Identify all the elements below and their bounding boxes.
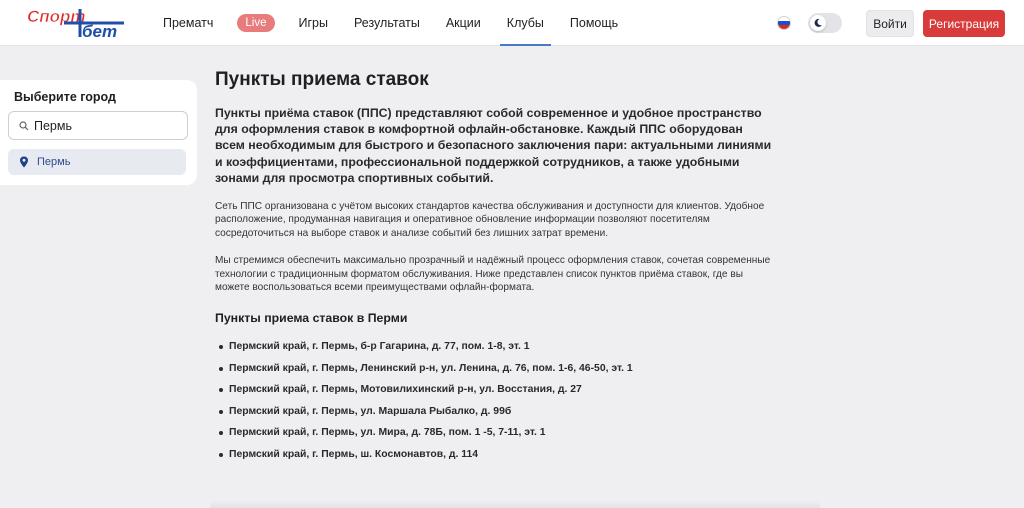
logo-graphic (24, 5, 128, 41)
login-button[interactable]: Войти (866, 10, 914, 37)
register-button[interactable]: Регистрация (923, 10, 1005, 37)
address-item: Пермский край, г. Пермь, ул. Маршала Рыбалко, д. 99б (215, 405, 775, 427)
logo-text-bottom: бет (82, 22, 118, 41)
address-list (215, 340, 775, 469)
logo-text-top: Спорт (27, 7, 86, 26)
address-list-title: Пункты приема ставок в Перми (215, 311, 408, 326)
search-icon (19, 121, 29, 131)
sidebar-title: Выберите город (14, 90, 116, 104)
city-item-perm[interactable] (8, 149, 186, 175)
page-title: Пункты приема ставок (215, 69, 429, 90)
address-item: Пермский край, г. Пермь, Мотовилихинский р-н, ул. Восстания, д. 27 (215, 383, 775, 405)
city-sidebar (0, 80, 197, 185)
map-pin-icon (19, 156, 29, 168)
address-item: Пермский край, г. Пермь, ш. Космонавтов, д. 114 (215, 448, 775, 470)
nav-prematch[interactable]: Прематч (163, 16, 214, 30)
nav-clubs[interactable]: Клубы (507, 0, 544, 46)
address-item: Пермский край, г. Пермь, Ленинский р-н, ул. Ленина, д. 76, пом. 1-6, 46-50, эт. 1 (215, 362, 775, 384)
address-item: Пермский край, г. Пермь, ул. Мира, д. 78Б, пом. 1 -5, 7-11, эт. 1 (215, 426, 775, 448)
live-badge[interactable]: Live (237, 14, 274, 32)
theme-toggle[interactable] (808, 13, 842, 33)
moon-icon (813, 18, 823, 28)
main-content (215, 68, 775, 469)
russia-flag-icon[interactable] (777, 16, 791, 30)
sportbet-logo[interactable] (24, 5, 128, 41)
city-search-input[interactable] (34, 119, 174, 133)
nav-results[interactable]: Результаты (354, 16, 420, 30)
info-paragraph-2: Мы стремимся обеспечить максимально прозрачный и надёжный процесс оформления ставок, сочетая современные технологии с традиционным форматом обслуживания. Ниже представлен список пунктов приёма ставок, где вы можете воспользоваться всеми преимуществами офлайн-формата. (215, 255, 771, 294)
city-item-label: Пермь (37, 156, 71, 168)
nav-promotions[interactable]: Акции (445, 16, 481, 30)
address-item: Пермский край, г. Пермь, б-р Гагарина, д. 77, пом. 1-8, эт. 1 (215, 340, 775, 362)
nav-help[interactable]: Помощь (569, 16, 619, 30)
city-search-box[interactable] (8, 111, 188, 140)
info-paragraph-1: Сеть ППС организована с учётом высоких стандартов качества обслуживания и доступности для клиентов. Удобное расположение, продуманная навигация и оперативное обновление информации позволяют посетителям сосредоточиться на выборе ставок и анализе событий без лишних затрат времени. (215, 201, 765, 239)
top-header (0, 0, 1024, 46)
theme-knob (810, 15, 826, 31)
main-nav (150, 0, 631, 46)
nav-live[interactable] (237, 0, 274, 46)
footer-edge (210, 500, 820, 508)
nav-games[interactable]: Игры (298, 16, 328, 30)
lead-paragraph: Пункты приёма ставок (ППС) представляют собой современное и удобное пространство для оформления ставок в комфортной офлайн-обстановке. Каждый ППС оборудован всем необходимым для быстрого и безопасного заключения пари: актуальными линиями и коэффициентами, профессиональной поддержкой сотрудников, а также удобными зонами для просмотра спортивных событий. (215, 106, 772, 185)
